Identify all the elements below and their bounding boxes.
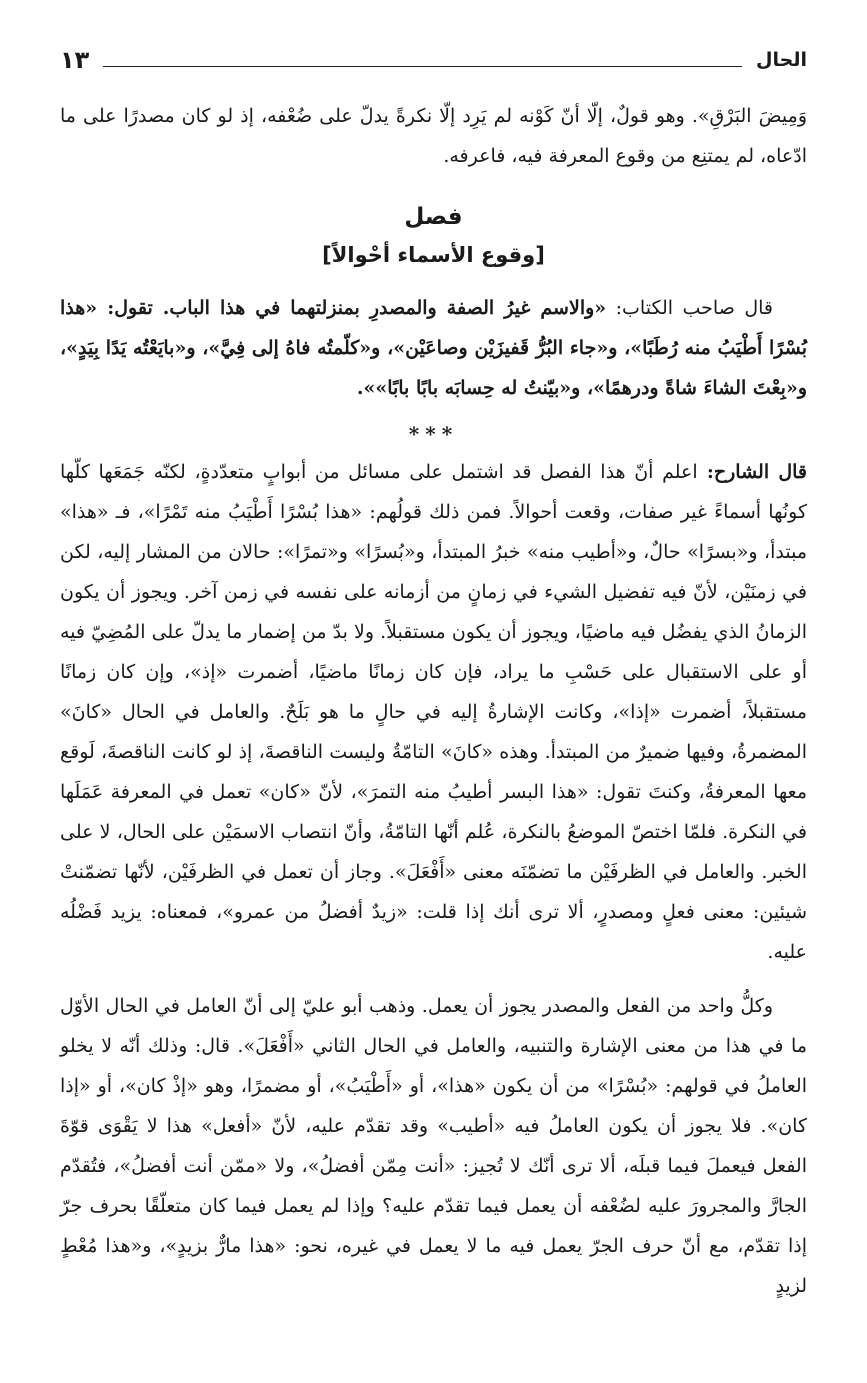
author-quote-intro: قال صاحب الكتاب: xyxy=(606,297,773,319)
page-number: ١٣ xyxy=(60,46,90,74)
section-separator: *** xyxy=(408,422,459,446)
commentary-text: اعلم أنّ هذا الفصل قد اشتمل على مسائل من أبوابٍ متعدّدةٍ، لكنّه جَمَعَها كلّها كونُها أسماءً غير صفات، وقعت أحوالاً. فمن ذلك قولُهم: «هذا بُسْرًا أَطْيَبُ منه تَمْرًا»، فـ «هذا» مبتدأ، و«بسرًا» حالٌ، و«أطيب منه» خبرُ المبتدأ، و«بُسرًا» و«تمرًا»: حالان من المشار إليه، لكن في زمنَيْن، لأنّ فيه تفضيل الشيء في زمانٍ من أزمانه على نفسه في زمن آخر. ويجوز أن يكون الزمانُ الذي يفضُل فيه ماضيًا، ويجوز أن يكون مستقبلاً. ولا بدّ من إضمار ما يدلّ على المُضِيّ فيه أو على الاستقبال على حَسْبِ ما يراد، فإن كان زمانًا ماضيًا، أضمرت «إذ»، وإن كان زمانًا مستقبلاً، أضمرت «إذا»، وكانت الإشارةُ إليه في حالٍ ما هو بَلَحٌ. والعامل في الحال «كانَ» المضمرةُ، وفيها ضميرٌ من المبتدأ. وهذه «كانَ» التامّةُ وليست الناقصةَ، إذ لو كانت الناقصةَ، لَوقع معها المعرفةُ، وكنتَ تقول: «هذا البسر أطيبُ منه التمرَ»، لأنّ «كان» تعمل في المعرفة عَمَلَها في النكرة. فلمّا اختصّ الموضعُ بالنكرة، عُلم أنّها التامّةُ، وأنّ انتصاب الاسمَيْن على الحال، لا على الخبر. والعامل في الظرفَيْن ما تضمّنَه معنى «أَفْعَلَ». وجاز أن تعمل في الظرفَيْن، لأنّها تضمّنتْ شيئين: معنى فعلٍ ومصدرٍ، ألا ترى أنك إذا قلت: «زيدٌ أفضلُ من عمرو»، فمعناه: يزيد فَضْلُه عليه. xyxy=(60,461,807,963)
chapter-title: الحال xyxy=(756,49,807,71)
author-quote-paragraph xyxy=(60,288,807,408)
section-title: فصل xyxy=(404,204,463,230)
section-subtitle: [وقوع الأسماء أحْوالاً] xyxy=(322,243,545,267)
paragraph-continuation: وَمِيضَ البَرْقِ». وهو قولٌ، إلّا أنّ كَوْنه لم يَرِد إلّا نكرةً يدلّ على ضُعْفه، إذ لو كان مصدرًا على ما ادّعاه، لم يمتنِع من وقوع المعرفة فيه، فاعرفه. xyxy=(60,105,807,167)
header-rule xyxy=(103,66,742,67)
author-quote-text: «والاسم غيرُ الصفة والمصدرِ بمنزلتهما في هذا الباب. تقول: «هذا بُسْرًا أَطْيَبُ منه رُطَبًا»، و«جاء البُرُّ قَفيزَيْن وصاعَيْن»، و«كلّمتُه فاهُ إلى فِيَّ»، و«بايَعْتُه يَدًا بِيَدٍ»، و«بِعْتَ الشاءَ شاةً ودرهمًا»، و«بيّنتُ له حِسابَه بابًا بابًا»». xyxy=(60,297,807,399)
commentary-paragraph xyxy=(60,452,807,972)
commentary-label: قال الشارح: xyxy=(697,461,808,483)
running-header xyxy=(60,40,807,80)
book-page xyxy=(60,40,807,1363)
paragraph-last: وكلُّ واحد من الفعل والمصدر يجوز أن يعمل. وذهب أبو عليّ إلى أنّ العامل في الحال الأوّل ما في هذا من معنى الإشارة والتنبيه، والعامل في الحال الثاني «أَفْعَلَ». قال: وذلك أنّه لا يخلو العاملُ في قولهم: «بُسْرًا» من أن يكون «هذا»، أو «أَطْيَبُ»، أو مضمرًا، وهو «إذْ كان»، أو «إذا كان». فلا يجوز أن يكون العاملُ فيه «أطيب» وقد تقدّم عليه، لأنّ «أفعل» هذا لا يَقْوَى قوّةَ الفعل فيعملَ فيما قبلَه، ألا ترى أنّك لا تُجيز: «أنت مِمّن أفضلُ»، ولا «ممّن أنت أفضلُ»، فتُقدّم الجارَّ والمجرورَ عليه لضُعْفه أن يعمل فيما تقدّم عليه؟ وإذا لم يعمل فيما كان متعلّقًا بحرف جرّ إذا تقدّم، مع أنّ حرف الجرّ يعمل فيه ما لا يعمل في غيره، نحو: «هذا مارٌّ بزيدٍ»، و«هذا مُعْطٍ لزيدٍ xyxy=(60,995,807,1297)
